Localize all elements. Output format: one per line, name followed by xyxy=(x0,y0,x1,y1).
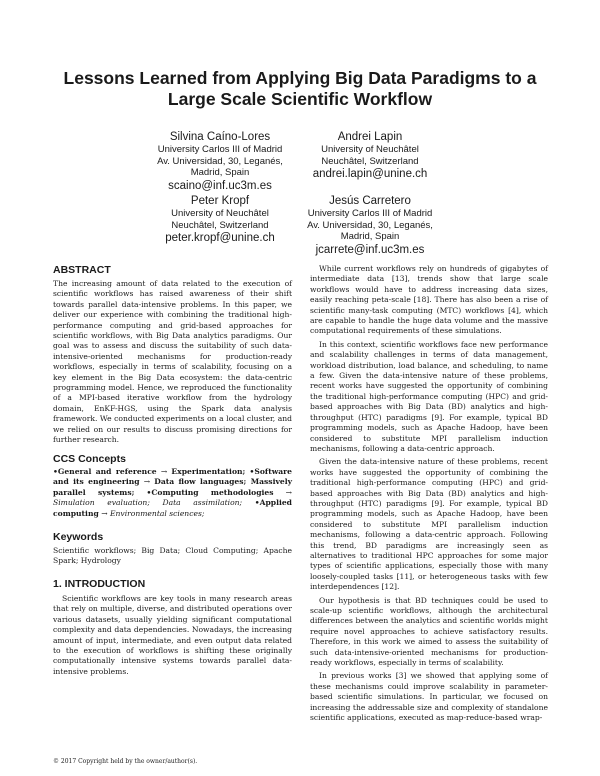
author-email: scaino@inf.uc3m.es xyxy=(168,179,272,192)
author-affiliation: University of Neuchâtel xyxy=(321,144,419,155)
author-affiliation: Madrid, Spain xyxy=(190,167,250,178)
ccs-heading: CCS Concepts xyxy=(53,453,126,465)
paragraph: While current workflows rely on hundreds of gigabytes of intermediate data [13], trends show that large scale workflows would have to address increasing data sizes, easily reaching peta-scale [18]. There has also been a rise of scientific many-task computing (MTC) workflows [4], which are capable to handle the huge data volume and the massive computational requirements of these simulations. xyxy=(310,264,548,336)
author-email: andrei.lapin@unine.ch xyxy=(312,168,428,180)
ccs-sep: → xyxy=(156,467,172,476)
introduction-body xyxy=(53,594,292,677)
ccs-term: Data flow languages; Massively parallel systems; xyxy=(53,477,292,497)
ccs-text xyxy=(53,467,292,519)
ccs-term: •Computing methodologies xyxy=(146,487,274,497)
ccs-term: •Applied computing xyxy=(53,498,292,518)
abstract-text: The increasing amount of data related to the execution of scientific workflows has raised awareness of their shift towards parallel data-intensive problems. In this paper, we deliver our experience with combining the traditional high-performance computing and grid-based approaches for scientific workflows, with Big Data analytics paradigms. Our goal was to assess and discuss the suitability of such data-intensive-oriented mechanisms for production-ready workflows, especially in terms of scalability, focusing on a key element in the Big Data ecosystem: the data-centric programming model. Hence, we reproduced the functionality of a MPI-based iterative workflow from the hydrology domain, EnKF-HGS, using the Spark data analysis framework. We conducted experiments on a local cluster, and we relied on our results to discuss promising directions for further research. xyxy=(53,279,292,445)
author-name: Silvina Caíno-Lores xyxy=(169,131,271,143)
paper-title xyxy=(40,68,560,110)
author-block xyxy=(300,130,440,181)
keywords-heading: Keywords xyxy=(53,531,104,543)
paragraph: Given the data-intensive nature of these problems, recent works have suggested the opportunity of combining the traditional high-performance computing (HPC) and grid-based approaches with Big Data (BD) analytics and high-throughput (HTC) paradigms [9]. For example, typical BD programming models, such as Apache Hadoop, have been considered to substitute MPI parallelism induction mechanisms, following a data-centric approach. Following this trend, BD paradigms are increasingly seen as alternatives to traditional HPC approaches for some major types of scientific applications, especially those with many loosely-coupled tasks [11], or heterogeneous tasks with few interdependences [12]. xyxy=(310,457,548,592)
title-line-2: Large Scale Scientific Workflow xyxy=(167,89,433,109)
ccs-term: •General and reference xyxy=(53,467,157,476)
author-affiliation: Av. Universidad, 30, Leganés, xyxy=(157,155,283,167)
right-column xyxy=(310,264,548,723)
author-name: Peter Kropf xyxy=(190,195,250,207)
keywords-text: Scientific workflows; Big Data; Cloud Computing; Apache Spark; Hydrology xyxy=(53,546,292,566)
author-affiliation: Neuchâtel, Switzerland xyxy=(321,155,419,167)
ccs-concepts xyxy=(53,467,292,519)
ccs-sep xyxy=(242,498,255,507)
author-email: peter.kropf@unine.ch xyxy=(165,232,275,244)
author-affiliation: Madrid, Spain xyxy=(340,231,400,242)
keywords-body xyxy=(53,546,292,567)
introduction-heading: 1. INTRODUCTION xyxy=(53,578,146,590)
author-email: jcarrete@inf.uc3m.es xyxy=(315,243,425,256)
title-line-1: Lessons Learned from Applying Big Data Paradigms to a xyxy=(63,68,537,88)
abstract-body xyxy=(53,279,292,446)
abstract-heading: ABSTRACT xyxy=(53,264,111,276)
paragraph: Scientific workflows are key tools in many research areas that rely on multiple, diverse, and distributed operations over various datasets, usually yielding significant computational complexity and data dependencies. Nowadays, the increasing amount of input, intermediate, and even output data related to the execution of workflows is shifting these originally computationally intensive systems towards parallel data-intensive problems. xyxy=(53,594,292,676)
author-block xyxy=(150,194,290,245)
author-affiliation: University Carlos III of Madrid xyxy=(307,208,433,219)
paragraph: Our hypothesis is that BD techniques could be used to scale-up scientific workflows, although the architectural differences between the analytics and scientific worlds might require novel approaches to achieve satisfactory results. Therefore, in this work we aimed to assess the suitability of such data-intensive-oriented mechanisms for production-ready workflows, especially in terms of scalability. xyxy=(310,595,548,668)
paragraph: In previous works [3] we showed that applying some of these mechanisms could improve scalability in parameter-based scientific simulations. In particular, we focused on increasing the addressable size and complexity of standalone scientific applications, executed as map-reduce-based wrap- xyxy=(310,671,548,723)
ccs-sep xyxy=(134,488,146,497)
paragraph: In this context, scientific workflows face new performance and scalability challenges in terms of data management, workload distribution, load balance, and scheduling, to name a few. Given the data-intensive nature of these problems, recent works have suggested the opportunity of combining the traditional high-performance computing (HPC) and grid-based approaches with Big Data (BD) analytics and high-throughput (HTC) paradigms [9]. For example, typical BD programming models, such as Apache Hadoop, have been considered to substitute MPI parallelism induction mechanisms, following a data-centric approach. xyxy=(310,339,548,453)
ccs-sep: → xyxy=(273,487,292,497)
author-affiliation: Neuchâtel, Switzerland xyxy=(171,219,269,231)
author-affiliation: University of Neuchâtel xyxy=(171,208,269,219)
ccs-sep: → xyxy=(139,477,155,487)
ccs-term: Experimentation; xyxy=(171,467,246,476)
author-name: Andrei Lapin xyxy=(337,131,403,143)
copyright-notice: © 2017 Copyright held by the owner/author(s). xyxy=(53,758,198,765)
author-name: Jesús Carretero xyxy=(329,195,411,207)
author-affiliation: University Carlos III of Madrid xyxy=(157,144,283,155)
ccs-sep: → xyxy=(98,508,110,518)
ccs-term: Simulation evaluation; Data assimilation; xyxy=(53,498,243,508)
author-block xyxy=(150,130,290,193)
author-affiliation: Av. Universidad, 30, Leganés, xyxy=(307,219,433,231)
ccs-term: Environmental sciences; xyxy=(109,508,205,518)
ccs-term: •Software and its engineering xyxy=(53,467,292,487)
author-block xyxy=(300,194,440,257)
